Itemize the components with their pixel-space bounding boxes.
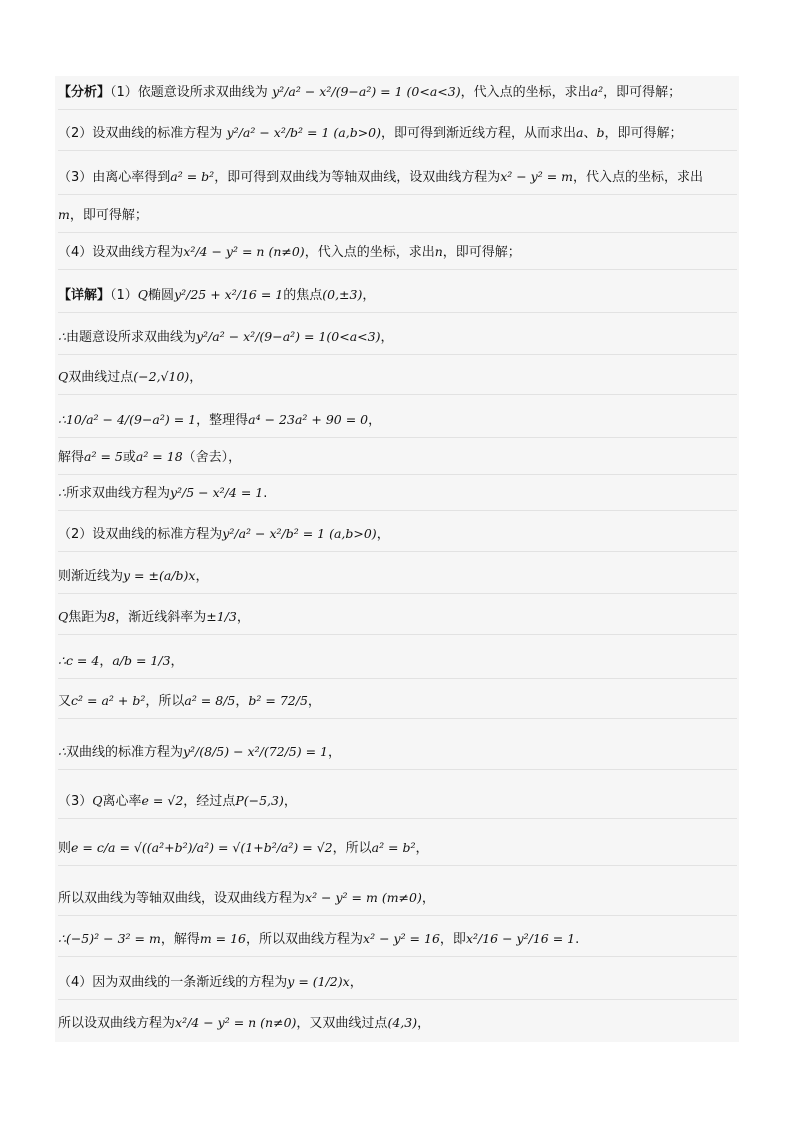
formula: x²/4 − y² = n (n≠0) <box>175 1015 297 1030</box>
detail-line-16 <box>58 929 737 957</box>
text: 或 <box>122 450 136 465</box>
formula: y = ±(a/b)x <box>123 568 196 583</box>
formula: n <box>434 244 443 259</box>
text: 由题意设所求双曲线为 <box>65 330 196 345</box>
text: ， <box>99 654 113 669</box>
text: ，解得 <box>160 932 200 947</box>
detail-line-13 <box>58 791 737 819</box>
formula: Q <box>92 793 103 808</box>
detail-line-10 <box>58 651 737 679</box>
text: ，即可得解； <box>603 85 682 100</box>
formula: ∴ <box>58 931 66 946</box>
text: ，整理得 <box>196 413 249 428</box>
text: ， <box>362 288 376 303</box>
formula: m = 16 <box>199 931 247 946</box>
formula: y²/(8/5) − x²/(72/5) = 1 <box>182 744 329 759</box>
formula: a² = 5 <box>84 449 123 464</box>
text: ， <box>189 370 203 385</box>
formula: b <box>596 125 605 140</box>
formula: c = 4 <box>65 653 100 668</box>
formula: y²/5 − x²/4 = 1 <box>169 485 264 500</box>
text: ，代入点的坐标，求出 <box>573 170 704 185</box>
formula: Q <box>137 287 149 302</box>
text: ，代入点的坐标，求出 <box>460 85 591 100</box>
detail-line-5 <box>58 447 737 475</box>
text: （舍去）， <box>182 450 242 465</box>
formula: e = √2 <box>141 793 184 808</box>
text: （3） <box>58 794 93 809</box>
text: ， <box>421 891 435 906</box>
text: ， <box>368 413 382 428</box>
text: ，经过点 <box>183 794 236 809</box>
formula: x² − y² = m (m≠0) <box>305 890 422 905</box>
detail-line-4 <box>58 410 737 438</box>
text: ， <box>349 975 363 990</box>
text: ，代入点的坐标，求出 <box>304 245 435 260</box>
text: ， <box>235 694 249 709</box>
formula: 10/a² − 4/(9−a²) = 1 <box>65 412 197 427</box>
text: ，即可得解； <box>604 126 683 141</box>
text: ， <box>283 794 297 809</box>
detail-line-18 <box>58 1013 737 1040</box>
text: ，即可得解； <box>442 245 521 260</box>
detail-label: 【详解】 <box>58 288 111 303</box>
formula: a² = b² <box>170 169 215 184</box>
text: ， <box>376 527 390 542</box>
text: 所以设双曲线方程为 <box>58 1016 176 1031</box>
detail-line-2 <box>58 327 737 355</box>
formula: ∴ <box>58 653 66 668</box>
detail-line-15 <box>58 888 737 916</box>
text: 焦距为 <box>68 610 108 625</box>
text: ，所以 <box>332 841 372 856</box>
text: ， <box>417 1016 431 1031</box>
text: . <box>263 486 268 501</box>
text: ， <box>170 654 184 669</box>
text: ，又双曲线过点 <box>296 1016 388 1031</box>
formula: y²/a² − x²/b² = 1 (a,b>0) <box>222 526 377 541</box>
text: ，即可得到双曲线为等轴双曲线，设双曲线方程为 <box>214 170 501 185</box>
detail-line-11 <box>58 691 737 719</box>
text: （2）设双曲线的标准方程为 <box>58 527 223 542</box>
text: （1） <box>110 288 138 303</box>
text: ，所以 <box>145 694 185 709</box>
formula: a <box>576 125 584 140</box>
detail-line-3 <box>58 367 737 395</box>
text: 双曲线的标准方程为 <box>65 745 183 760</box>
formula: y²/a² − x²/b² = 1 (a,b>0) <box>226 125 382 140</box>
formula: m <box>58 207 70 222</box>
detail-line-8 <box>58 566 737 594</box>
formula: y²/a² − x²/(9−a²) = 1 (0<a<3) <box>272 84 461 99</box>
text: 所求双曲线方程为 <box>65 486 170 501</box>
formula: y²/a² − x²/(9−a²) = 1(0<a<3) <box>195 329 381 344</box>
formula: ±1/3 <box>206 609 237 624</box>
text: ，即 <box>439 932 466 947</box>
text: （4）设双曲线方程为 <box>58 245 184 260</box>
formula: x²/4 − y² = n (n≠0) <box>183 244 305 259</box>
formula: (4,3) <box>387 1015 418 1030</box>
formula: ∴ <box>58 485 66 500</box>
formula: ∴ <box>58 744 66 759</box>
formula: ∴ <box>58 412 66 427</box>
text: （4）因为双曲线的一条渐近线的方程为 <box>58 975 288 990</box>
text: （2）设双曲线的标准方程为 <box>58 126 223 141</box>
detail-line-12 <box>58 742 737 770</box>
formula: x² − y² = m <box>500 169 574 184</box>
detail-line-6 <box>58 483 737 511</box>
formula: y²/25 + x²/16 = 1 <box>174 287 284 302</box>
formula: x²/16 − y²/16 = 1 <box>465 931 576 946</box>
formula: 8 <box>107 609 116 624</box>
formula: x² − y² = 16 <box>363 931 440 946</box>
formula: Q <box>58 369 69 384</box>
formula: a² = 18 <box>135 449 183 464</box>
formula: a⁴ − 23a² + 90 = 0 <box>248 412 369 427</box>
formula: b² = 72/5 <box>248 693 308 708</box>
detail-line-17 <box>58 972 737 1000</box>
text: 则 <box>58 841 72 856</box>
text: ， <box>236 610 250 625</box>
text: 离心率 <box>102 794 142 809</box>
text: 、 <box>583 126 597 141</box>
text: （1）依题意设所求双曲线为 <box>110 85 268 100</box>
text: 解得 <box>58 450 85 465</box>
text: ，所以双曲线方程为 <box>246 932 364 947</box>
analysis-line-2 <box>58 123 737 151</box>
detail-line-1 <box>58 285 737 313</box>
formula: y = (1/2)x <box>287 974 350 989</box>
text: 双曲线过点 <box>68 370 134 385</box>
analysis-line-4 <box>58 205 737 233</box>
detail-line-7 <box>58 524 737 552</box>
analysis-line-1 <box>58 82 737 110</box>
text: ， <box>380 330 394 345</box>
formula: (−2,√10) <box>133 369 190 384</box>
text: 又 <box>58 694 72 709</box>
text: 椭圆 <box>148 288 175 303</box>
formula: a/b = 1/3 <box>112 653 171 668</box>
formula: a² = b² <box>371 840 416 855</box>
text: ， <box>415 841 429 856</box>
formula: (0,±3) <box>322 287 363 302</box>
text: （3）由离心率得到 <box>58 170 171 185</box>
formula: c² = a² + b² <box>71 693 146 708</box>
text: ，即可得解； <box>69 208 148 223</box>
formula: P(−5,3) <box>235 793 284 808</box>
text: 所以双曲线为等轴双曲线，设双曲线方程为 <box>58 891 306 906</box>
analysis-line-3 <box>58 167 737 195</box>
formula: ∴ <box>58 329 66 344</box>
formula: a² <box>590 84 604 99</box>
text: ，即可得到渐近线方程，从而求出 <box>381 126 577 141</box>
formula: (−5)² − 3² = m <box>65 931 161 946</box>
formula: e = c/a = √((a²+b²)/a²) = √(1+b²/a²) = √2 <box>71 840 333 855</box>
text: . <box>575 932 580 947</box>
analysis-line-5 <box>58 242 737 270</box>
detail-line-9 <box>58 607 737 635</box>
text: 的焦点 <box>283 288 323 303</box>
formula: a² = 8/5 <box>184 693 236 708</box>
text: ，渐近线斜率为 <box>115 610 207 625</box>
text: ， <box>328 745 342 760</box>
detail-line-14 <box>58 838 737 866</box>
text: 则渐近线为 <box>58 569 124 584</box>
analysis-label: 【分析】 <box>58 85 111 100</box>
text: ， <box>307 694 321 709</box>
text: ， <box>195 569 209 584</box>
formula: Q <box>58 609 69 624</box>
